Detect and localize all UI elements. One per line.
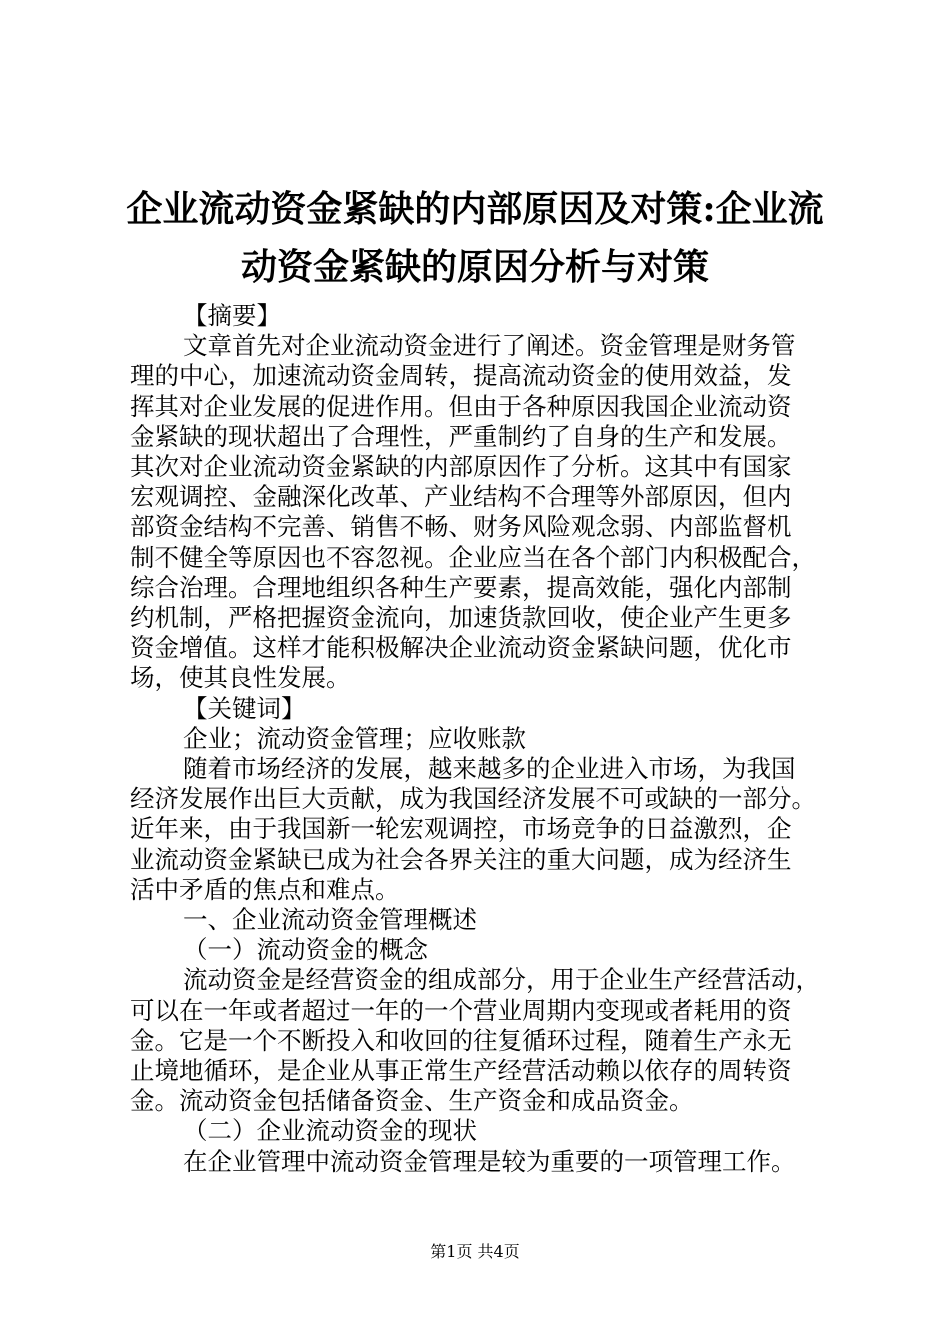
body-text-line: 随着市场经济的发展，越来越多的企业进入市场，为我国 bbox=[183, 754, 796, 783]
page-footer: 第1页 共4页 bbox=[430, 1242, 520, 1261]
body-text-line: 宏观调控、金融深化改革、产业结构不合理等外部原因，但内 bbox=[130, 482, 792, 512]
body-text-line: 止境地循环，是企业从事正常生产经营活动赖以依存的周转资 bbox=[130, 1056, 792, 1085]
body-text-line: 经济发展作出巨大贡献，成为我国经济发展不可或缺的一部分。 bbox=[130, 784, 816, 814]
body-text-line: 活中矛盾的焦点和难点。 bbox=[130, 874, 400, 904]
body-text-line: 一、企业流动资金管理概述 bbox=[183, 905, 477, 934]
body-text-line: 其次对企业流动资金紧缺的内部原因作了分析。这其中有国家 bbox=[130, 452, 792, 481]
body-text-line: 场，使其良性发展。 bbox=[130, 663, 351, 693]
document-title-line-1: 企业流动资金紧缺的内部原因及对策:企业流 bbox=[126, 188, 824, 230]
body-text-line: 金。流动资金包括储备资金、生产资金和成品资金。 bbox=[130, 1086, 694, 1116]
body-text-line: 资金增值。这样才能积极解决企业流动资金紧缺问题，优化市 bbox=[130, 633, 792, 663]
body-text-line: （二）企业流动资金的现状 bbox=[183, 1116, 477, 1146]
body-text-line: 文章首先对企业流动资金进行了阐述。资金管理是财务管 bbox=[183, 331, 796, 361]
body-text-line: 企业；流动资金管理；应收账款 bbox=[183, 723, 526, 753]
body-text-line: 业流动资金紧缺已成为社会各界关注的重大问题，成为经济生 bbox=[130, 844, 792, 874]
body-text-line: 流动资金是经营资金的组成部分，用于企业生产经营活动， bbox=[183, 965, 820, 995]
body-text-line: 在企业管理中流动资金管理是较为重要的一项管理工作。 bbox=[183, 1146, 796, 1176]
body-text-line: 【关键词】 bbox=[183, 693, 306, 723]
body-text-line: （一）流动资金的概念 bbox=[183, 935, 428, 965]
body-text-line: 金。它是一个不断投入和收回的往复循环过程，随着生产永无 bbox=[130, 1025, 792, 1055]
body-text-line: 金紧缺的现状超出了合理性，严重制约了自身的生产和发展。 bbox=[130, 421, 792, 451]
body-text-line: 【摘要】 bbox=[183, 301, 281, 330]
body-text-line: 制不健全等原因也不容忽视。企业应当在各个部门内积极配合， bbox=[130, 542, 816, 572]
body-text-line: 综合治理。合理地组织各种生产要素，提高效能，强化内部制 bbox=[130, 572, 792, 602]
document-title-line-2: 动资金紧缺的原因分析与对策 bbox=[240, 246, 709, 288]
body-text-line: 部资金结构不完善、销售不畅、财务风险观念弱、内部监督机 bbox=[130, 512, 792, 542]
body-text-line: 可以在一年或者超过一年的一个营业周期内变现或者耗用的资 bbox=[130, 995, 792, 1025]
body-text-line: 近年来，由于我国新一轮宏观调控，市场竞争的日益激烈，企 bbox=[130, 814, 792, 844]
body-text-line: 理的中心，加速流动资金周转，提高流动资金的使用效益，发 bbox=[130, 361, 792, 391]
body-text-line: 挥其对企业发展的促进作用。但由于各种原因我国企业流动资 bbox=[130, 391, 792, 421]
body-text-line: 约机制，严格把握资金流向，加速货款回收，使企业产生更多 bbox=[130, 603, 792, 632]
